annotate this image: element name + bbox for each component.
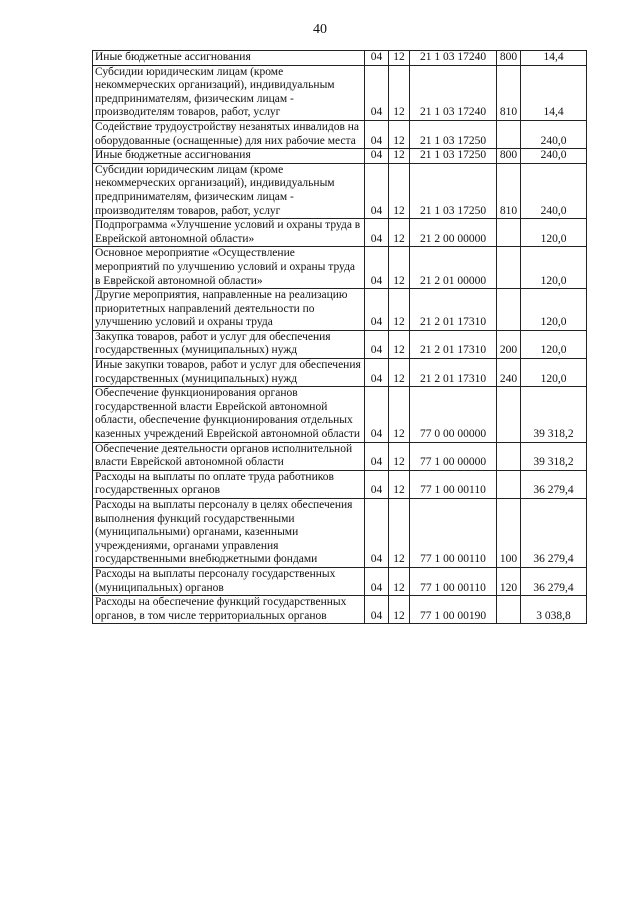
target-article-cell: 77 0 00 00000 xyxy=(410,387,497,442)
target-article-cell: 77 1 00 00110 xyxy=(410,567,497,595)
amount-cell: 120,0 xyxy=(521,359,587,387)
amount-cell: 39 318,2 xyxy=(521,442,587,470)
table-row xyxy=(93,330,587,358)
table-row xyxy=(93,120,587,148)
expense-type-cell xyxy=(497,387,521,442)
table-row xyxy=(93,387,587,442)
section-code-cell: 04 xyxy=(365,359,389,387)
row-name-cell: Основное мероприятие «Осуществление мероприятий по улучшению условий и охраны труда в Еврейской автономной области» xyxy=(93,247,365,289)
table-row xyxy=(93,149,587,164)
expense-type-cell xyxy=(497,442,521,470)
target-article-cell: 77 1 00 00190 xyxy=(410,596,497,624)
amount-cell: 3 038,8 xyxy=(521,596,587,624)
amount-cell: 36 279,4 xyxy=(521,470,587,498)
expense-type-cell: 810 xyxy=(497,65,521,120)
subsection-code-cell: 12 xyxy=(389,149,410,164)
row-name-cell: Иные закупки товаров, работ и услуг для обеспечения государственных (муниципальных) нужд xyxy=(93,359,365,387)
amount-cell: 120,0 xyxy=(521,289,587,331)
subsection-code-cell: 12 xyxy=(389,51,410,66)
table-row xyxy=(93,219,587,247)
expense-type-cell xyxy=(497,470,521,498)
target-article-cell: 21 2 01 00000 xyxy=(410,247,497,289)
expense-type-cell: 100 xyxy=(497,499,521,568)
row-name-cell: Иные бюджетные ассигнования xyxy=(93,51,365,66)
subsection-code-cell: 12 xyxy=(389,470,410,498)
amount-cell: 14,4 xyxy=(521,51,587,66)
subsection-code-cell: 12 xyxy=(389,359,410,387)
amount-cell: 14,4 xyxy=(521,65,587,120)
budget-table-body xyxy=(93,51,587,624)
section-code-cell: 04 xyxy=(365,596,389,624)
section-code-cell: 04 xyxy=(365,470,389,498)
table-row xyxy=(93,247,587,289)
section-code-cell: 04 xyxy=(365,163,389,218)
section-code-cell: 04 xyxy=(365,247,389,289)
expense-type-cell: 800 xyxy=(497,149,521,164)
row-name-cell: Закупка товаров, работ и услуг для обеспечения государственных (муниципальных) нужд xyxy=(93,330,365,358)
expense-type-cell xyxy=(497,219,521,247)
amount-cell: 240,0 xyxy=(521,149,587,164)
section-code-cell: 04 xyxy=(365,51,389,66)
row-name-cell: Другие мероприятия, направленные на реализацию приоритетных направлений деятельности по улучшению условий и охраны труда xyxy=(93,289,365,331)
expense-type-cell xyxy=(497,289,521,331)
section-code-cell: 04 xyxy=(365,442,389,470)
subsection-code-cell: 12 xyxy=(389,567,410,595)
table-row xyxy=(93,51,587,66)
row-name-cell: Подпрограмма «Улучшение условий и охраны труда в Еврейской автономной области» xyxy=(93,219,365,247)
row-name-cell: Субсидии юридическим лицам (кроме некоммерческих организаций), индивидуальным предпринимателям, физическим лицам - производителям товаров, работ, услуг xyxy=(93,65,365,120)
subsection-code-cell: 12 xyxy=(389,120,410,148)
section-code-cell: 04 xyxy=(365,219,389,247)
amount-cell: 240,0 xyxy=(521,120,587,148)
row-name-cell: Содействие трудоустройству незанятых инвалидов на оборудованные (оснащенные) для них рабочие места xyxy=(93,120,365,148)
section-code-cell: 04 xyxy=(365,65,389,120)
subsection-code-cell: 12 xyxy=(389,330,410,358)
table-row xyxy=(93,289,587,331)
expense-type-cell xyxy=(497,247,521,289)
target-article-cell: 77 1 00 00110 xyxy=(410,499,497,568)
amount-cell: 120,0 xyxy=(521,330,587,358)
row-name-cell: Иные бюджетные ассигнования xyxy=(93,149,365,164)
amount-cell: 120,0 xyxy=(521,247,587,289)
subsection-code-cell: 12 xyxy=(389,442,410,470)
amount-cell: 39 318,2 xyxy=(521,387,587,442)
subsection-code-cell: 12 xyxy=(389,247,410,289)
row-name-cell: Субсидии юридическим лицам (кроме некоммерческих организаций), индивидуальным предпринимателям, физическим лицам - производителям товаров, работ, услуг xyxy=(93,163,365,218)
amount-cell: 240,0 xyxy=(521,163,587,218)
expense-type-cell xyxy=(497,596,521,624)
target-article-cell: 77 1 00 00000 xyxy=(410,442,497,470)
amount-cell: 36 279,4 xyxy=(521,499,587,568)
row-name-cell: Расходы на выплаты по оплате труда работников государственных органов xyxy=(93,470,365,498)
row-name-cell: Обеспечение функционирования органов государственной власти Еврейской автономной области, обеспечение функционирования отдельных казенных учреждений Еврейской автономной области xyxy=(93,387,365,442)
subsection-code-cell: 12 xyxy=(389,65,410,120)
section-code-cell: 04 xyxy=(365,149,389,164)
table-row xyxy=(93,442,587,470)
section-code-cell: 04 xyxy=(365,499,389,568)
section-code-cell: 04 xyxy=(365,330,389,358)
target-article-cell: 21 1 03 17250 xyxy=(410,149,497,164)
table-row xyxy=(93,470,587,498)
table-row xyxy=(93,499,587,568)
expense-type-cell: 200 xyxy=(497,330,521,358)
target-article-cell: 21 1 03 17250 xyxy=(410,120,497,148)
amount-cell: 120,0 xyxy=(521,219,587,247)
target-article-cell: 21 1 03 17240 xyxy=(410,51,497,66)
subsection-code-cell: 12 xyxy=(389,219,410,247)
expense-type-cell xyxy=(497,120,521,148)
table-row xyxy=(93,596,587,624)
target-article-cell: 21 2 01 17310 xyxy=(410,289,497,331)
target-article-cell: 21 1 03 17250 xyxy=(410,163,497,218)
section-code-cell: 04 xyxy=(365,387,389,442)
section-code-cell: 04 xyxy=(365,567,389,595)
row-name-cell: Обеспечение деятельности органов исполнительной власти Еврейской автономной области xyxy=(93,442,365,470)
expense-type-cell: 240 xyxy=(497,359,521,387)
expense-type-cell: 800 xyxy=(497,51,521,66)
table-row xyxy=(93,567,587,595)
row-name-cell: Расходы на выплаты персоналу в целях обеспечения выполнения функций государственными (муниципальными) органами, казенными учреждениями, органами управления государственными внебюджетными фондами xyxy=(93,499,365,568)
table-row xyxy=(93,163,587,218)
target-article-cell: 21 2 01 17310 xyxy=(410,359,497,387)
section-code-cell: 04 xyxy=(365,120,389,148)
page-number: 40 xyxy=(313,22,327,37)
target-article-cell: 77 1 00 00110 xyxy=(410,470,497,498)
subsection-code-cell: 12 xyxy=(389,387,410,442)
budget-table xyxy=(92,50,587,624)
subsection-code-cell: 12 xyxy=(389,163,410,218)
row-name-cell: Расходы на обеспечение функций государственных органов, в том числе территориальных органов xyxy=(93,596,365,624)
expense-type-cell: 810 xyxy=(497,163,521,218)
table-row xyxy=(93,359,587,387)
section-code-cell: 04 xyxy=(365,289,389,331)
amount-cell: 36 279,4 xyxy=(521,567,587,595)
table-row xyxy=(93,65,587,120)
row-name-cell: Расходы на выплаты персоналу государственных (муниципальных) органов xyxy=(93,567,365,595)
target-article-cell: 21 2 01 17310 xyxy=(410,330,497,358)
target-article-cell: 21 2 00 00000 xyxy=(410,219,497,247)
target-article-cell: 21 1 03 17240 xyxy=(410,65,497,120)
subsection-code-cell: 12 xyxy=(389,289,410,331)
expense-type-cell: 120 xyxy=(497,567,521,595)
subsection-code-cell: 12 xyxy=(389,499,410,568)
subsection-code-cell: 12 xyxy=(389,596,410,624)
